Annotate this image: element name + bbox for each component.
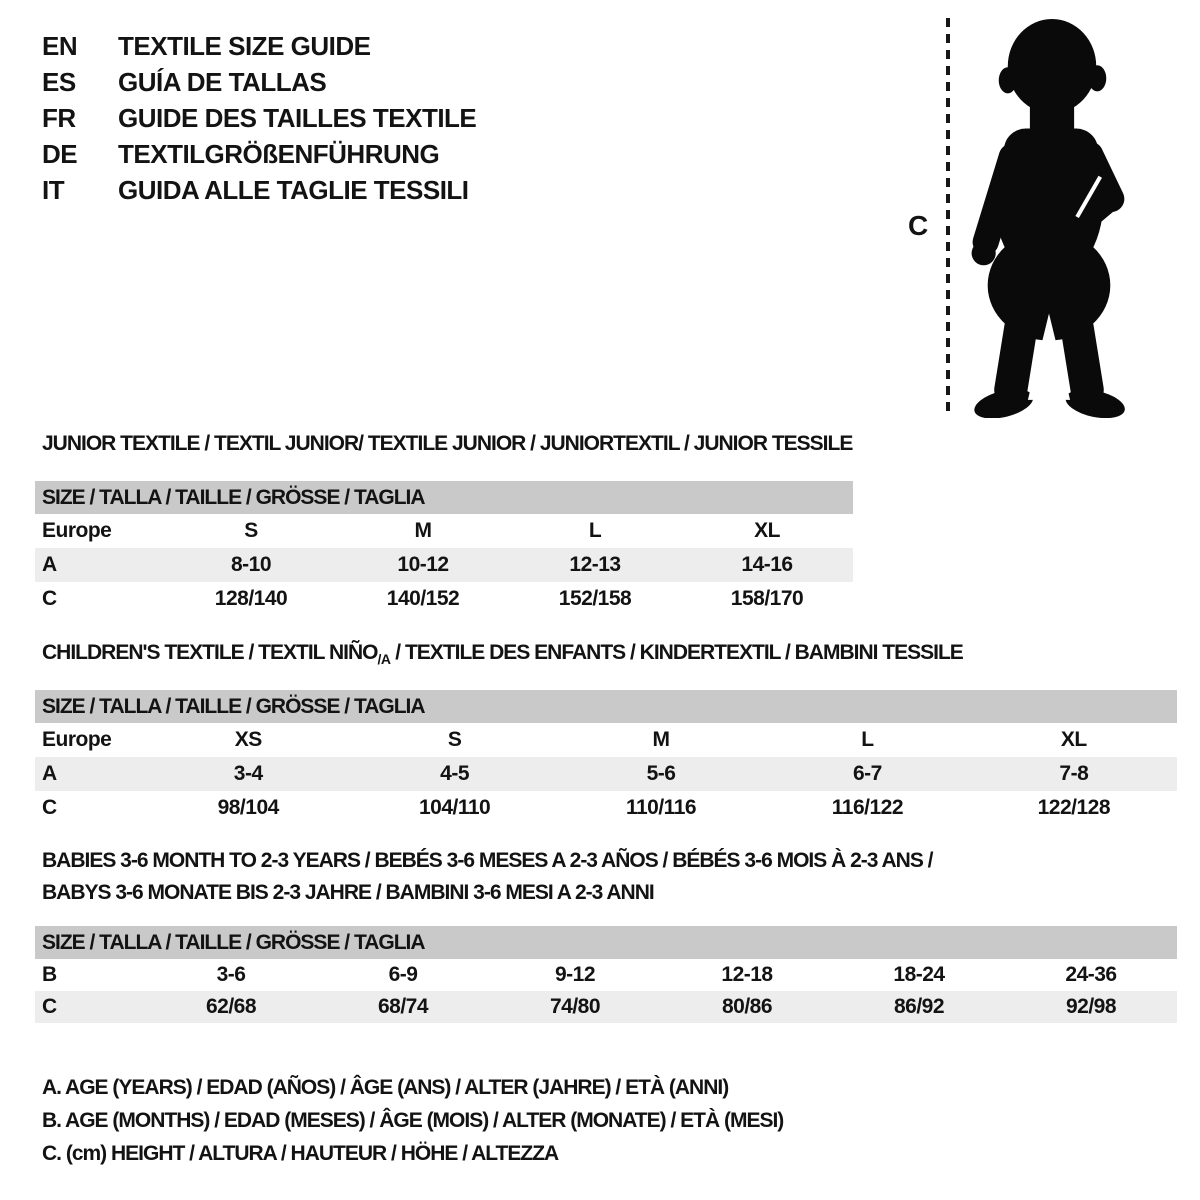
height-value: 152/158 [558,587,632,610]
row-label: B [42,963,57,986]
months-value: 3-6 [216,963,246,986]
height-value: 104/110 [418,796,491,819]
children-row-height [35,791,1177,825]
junior-table-header: SIZE / TALLA / TAILLE / GRÖSSE / TAGLIA [35,481,853,514]
children-size-table [35,690,1177,825]
row-label: A [42,762,57,785]
language-title-fr: GUIDE DES TAILLES TEXTILE [118,103,477,133]
babies-row-height [35,991,1177,1023]
language-title-es: GUÍA DE TALLAS [118,67,327,97]
language-title-de: TEXTILGRÖßENFÜHRUNG [118,139,440,169]
height-value: 80/86 [721,995,773,1018]
age-value: 14-16 [741,553,793,576]
legend-age-months: B. AGE (MONTHS) / EDAD (MESES) / ÂGE (MOIS) / ALTER (MONATE) / ETÀ (MESI) [42,1109,784,1132]
age-value: 5-6 [646,762,676,785]
babies-table-header: SIZE / TALLA / TAILLE / GRÖSSE / TAGLIA [35,926,1177,959]
age-value: 12-13 [569,553,621,576]
height-value: 122/128 [1037,796,1111,819]
height-value: 98/104 [217,796,279,819]
language-code-it: IT [42,175,65,205]
age-value: 3-4 [233,762,263,785]
months-value: 24-36 [1065,963,1117,986]
row-label: A [42,553,57,576]
legend-age-years: A. AGE (YEARS) / EDAD (AÑOS) / ÂGE (ANS) / ALTER (JAHRE) / ETÀ (ANNI) [42,1076,729,1099]
language-row-it [42,172,476,208]
height-value: 86/92 [893,995,945,1018]
height-value: 116/122 [831,796,904,819]
height-value: 68/74 [377,995,429,1018]
babies-row-months [35,959,1177,991]
junior-row-height [35,582,853,616]
language-title-list [42,28,476,208]
junior-row-europe [35,514,853,548]
size-value: M [652,728,670,751]
months-value: 9-12 [554,963,596,986]
language-title-en: TEXTILE SIZE GUIDE [118,31,371,61]
children-title-prefix: CHILDREN'S TEXTILE / TEXTIL NIÑO [42,641,378,664]
legend-height-cm: C. (cm) HEIGHT / ALTURA / HAUTEUR / HÖHE / ALTEZZA [42,1142,559,1165]
height-value: 158/170 [730,587,804,610]
children-table-header: SIZE / TALLA / TAILLE / GRÖSSE / TAGLIA [35,690,1177,723]
size-value: L [588,519,602,542]
language-row-es [42,64,476,100]
size-value: L [861,728,874,751]
row-label: Europe [42,728,112,751]
height-value: 128/140 [214,587,288,610]
height-value: 140/152 [386,587,460,610]
size-value: S [244,519,258,542]
row-label: Europe [42,519,112,542]
language-code-fr: FR [42,103,76,133]
language-code-de: DE [42,139,78,169]
age-value: 10-12 [397,553,449,576]
toddler-silhouette-icon [963,16,1140,418]
size-value: XS [234,728,262,751]
height-value: 110/116 [625,796,697,819]
language-code-es: ES [42,67,76,97]
children-row-europe [35,723,1177,757]
height-value: 92/98 [1065,995,1117,1018]
measurement-legend [42,1071,783,1170]
height-value: 62/68 [205,995,257,1018]
age-value: 4-5 [440,762,470,785]
language-title-it: GUIDA ALLE TAGLIE TESSILI [118,175,469,205]
children-title-subscript: /A [377,651,391,667]
size-value: M [414,519,432,542]
children-title-suffix: / TEXTILE DES ENFANTS / KINDERTEXTIL / BAMBINI TESSILE [390,641,963,664]
children-section-title [42,641,963,667]
age-value: 8-10 [230,553,272,576]
babies-size-table [35,926,1177,1023]
language-row-en [42,28,476,64]
row-label: C [42,587,57,610]
height-measure-c-label: C [908,210,928,241]
children-row-age [35,757,1177,791]
row-label: C [42,995,57,1018]
size-value: S [447,728,462,751]
height-value: 74/80 [549,995,601,1018]
babies-section-title-line2: BABYS 3-6 MONATE BIS 2-3 JAHRE / BAMBINI 3-6 MESI A 2-3 ANNI [42,881,654,904]
junior-size-table [35,481,853,616]
babies-section-title-line1: BABIES 3-6 MONTH TO 2-3 YEARS / BEBÉS 3-6 MESES A 2-3 AÑOS / BÉBÉS 3-6 MOIS À 2-3 ANS / [42,849,933,872]
junior-section-title: JUNIOR TEXTILE / TEXTIL JUNIOR/ TEXTILE JUNIOR / JUNIORTEXTIL / JUNIOR TESSILE [42,432,853,455]
language-row-de [42,136,476,172]
language-code-en: EN [42,31,78,61]
age-value: 6-7 [852,762,882,785]
months-value: 18-24 [893,963,945,986]
months-value: 12-18 [721,963,773,986]
row-label: C [42,796,57,819]
size-value: XL [1060,728,1087,751]
junior-row-age [35,548,853,582]
language-row-fr [42,100,476,136]
height-measure-dashed-line [946,18,950,418]
age-value: 7-8 [1059,762,1089,785]
months-value: 6-9 [388,963,418,986]
size-value: XL [754,519,780,542]
